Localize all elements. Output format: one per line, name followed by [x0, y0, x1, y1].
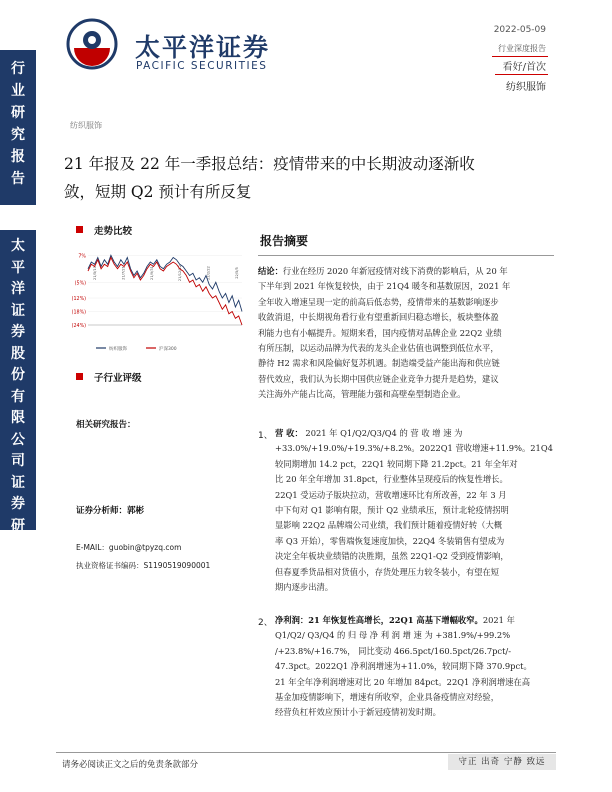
x-tick-label: 22/2/22	[206, 266, 211, 280]
footer-divider	[56, 752, 556, 753]
report-title-line-1: 21 年报及 22 年一季报总结：疫情带来的中长期波动逐渐收	[64, 155, 475, 173]
report-date: 2022-05-09	[493, 25, 546, 35]
report-title-line-2: 敛，短期 Q2 预计有所反复	[64, 183, 252, 201]
revenue-line: 中下旬对 Q1 影响有限，预计 Q2 业绩承压，预计北轮疫情拐明	[275, 505, 509, 516]
conclusion-line: 静待 H2 需求和风险偏好复苏机遇。制造端受益产能出海和供应链	[258, 358, 500, 369]
revenue-line: 2021 年 Q1/Q2/Q3/Q4 的 营 收 增 速 为	[305, 428, 463, 438]
conclusion-line: 有所压制，以运动品牌为代表的龙头企业估值也调整到低位水平，	[258, 343, 499, 354]
x-tick-label: 21/12/12	[178, 264, 183, 282]
revenue-label: 营 收：	[275, 428, 303, 438]
trend-chart	[66, 247, 248, 359]
item-1-number: 1、	[258, 431, 273, 441]
x-tick-label: 21/5/10	[93, 266, 97, 280]
red-square-bullet	[76, 226, 83, 233]
conclusion-line: 替代效应，我们认为长期中国供应链企业竞争力提升是趋势，建议	[258, 373, 499, 384]
net-profit-line: 2021 年	[482, 615, 515, 625]
analyst-cert: 执业资格证书编码：S1190519090001	[76, 561, 211, 570]
y-tick-label: (5%)	[74, 281, 86, 287]
rating-divider	[492, 56, 548, 57]
sidebar-company-label: 太 平 洋 证 券 股 份 有 限 公 司 证 券 研 究 报 告	[0, 230, 36, 530]
net-profit-line: 基金加疫情影响下，增速有所收窄，企业具备疫情应对经验，	[275, 692, 500, 703]
net-profit-line: Q1/Q2/ Q3/Q4 的 归 母 净 利 润 增 速 为 +381.9%/+99.2%	[275, 630, 511, 641]
revenue-line: 率 Q3 开始），零售端恢复速度加快，22Q4 冬装销售有望成为	[275, 535, 505, 546]
revenue-paragraph	[275, 426, 554, 595]
revenue-line: 较同期增加 14.2 pct，22Q1 较同期下降 21.2pct。21 年全年对	[275, 458, 518, 469]
subindustry-title: 子行业评级	[94, 373, 142, 384]
header-industry: 纺织服饰	[506, 82, 546, 93]
y-tick-label: (24%)	[71, 324, 86, 329]
brand-name-en: PACIFIC SECURITIES	[136, 60, 268, 72]
related-reports-label: 相关研究报告：	[76, 420, 136, 430]
x-tick-label: 21/7/21	[121, 266, 126, 280]
revenue-line: 期内逐步出清。	[275, 582, 334, 593]
footer-disclaimer: 请务必阅读正文之后的免责条款部分	[62, 760, 199, 770]
pacific-securities-logo-icon	[66, 18, 118, 70]
net-profit-paragraph	[275, 613, 554, 721]
conclusion-line: 关注海外产能占比高，管理能力强和高壁垒型制造企业。	[258, 389, 466, 400]
revenue-line: 决定全年板块业绩错的决胜期，虽然 22Q1-Q2 受到疫情影响，	[275, 551, 509, 562]
revenue-line: 22Q1 受运动子版块拉动，营收增速环比有所改善，22 年 3 月	[275, 489, 507, 500]
conclusion-line: 利能力也有小幅提升。短期来看，国内疫情对品牌企业 22Q2 业绩	[258, 327, 502, 338]
y-tick-label: (18%)	[71, 310, 86, 316]
legend-label: 纺织服饰	[109, 347, 127, 352]
legend-label: 沪深300	[159, 347, 177, 352]
net-profit-line: /+23.8%/+16.7%， 同比变动 466.5pct/160.5pct/26.7pct/-	[275, 645, 512, 656]
industry-sub-label: 纺织服饰	[70, 121, 102, 130]
net-profit-line: 47.3pct。2022Q1 净利润增速为+11.0%，较同期下降 370.9pct。	[275, 661, 532, 672]
revenue-line: 显影响 22Q2 品牌端公司业绩，我们预计随着疫情好转（大概	[275, 520, 503, 531]
y-tick-label: (12%)	[71, 297, 86, 302]
y-tick-label: 7%	[78, 254, 86, 260]
conclusion-line: 下半年到 2021 年恢复较快，由于 21Q4 暖冬和基数原因，2021 年	[258, 281, 511, 292]
trend-title: 走势比较	[94, 226, 133, 237]
abstract-heading: 报告摘要	[260, 234, 309, 248]
abstract-divider	[258, 255, 554, 256]
x-tick-label: 21/9/31	[149, 266, 154, 280]
conclusion-line: 全年收入增速呈现一定的前高后低态势，疫情带来的基数影响逐步	[258, 296, 499, 307]
conclusion-line: 行业在经历 2020 年新冠疫情对线下消费的影响后，从 20 年	[282, 266, 508, 276]
x-tick-label: 22/5/5	[235, 267, 239, 279]
net-profit-line: 21 年全年净利润增速对比 20 年增加 84pct。22Q1 净利润增速在高	[275, 676, 531, 687]
net-profit-label: 净利润：21 年恢复性高增长，22Q1 高基下增幅收窄。	[275, 615, 483, 625]
revenue-line: 比 20 年全年增加 31.8pct，行业整体呈现疫后的恢复性增长。	[275, 474, 508, 485]
rating: 看好/首次	[502, 62, 546, 73]
revenue-line: 但春夏季货品相对货值小，存货处理压力较冬装小，有望在短	[275, 566, 500, 577]
analyst-label: 证券分析师：郭彬	[76, 506, 145, 516]
conclusion-paragraph	[258, 264, 554, 403]
report-title	[64, 150, 554, 206]
analyst-email: E-MAIL：guobin@tpyzq.com	[76, 543, 182, 552]
net-profit-line: 经营负杠杆效应预计小于新冠疫情初发时期。	[275, 707, 441, 718]
sidebar-industry-research-label: 行 业 研 究 报 告	[0, 50, 36, 205]
industry-divider	[495, 74, 548, 75]
red-square-bullet	[76, 373, 83, 380]
company-motto: 守正 出奇 宁静 致远	[448, 754, 556, 770]
report-type: 行业深度报告	[498, 44, 546, 53]
revenue-line: +33.0%/+19.0%/+19.3%/+8.2%。2022Q1 营收增速+11.9%。21Q4	[275, 443, 553, 454]
brand-name-cn: 太平洋证券	[135, 33, 271, 62]
conclusion-label: 结论：	[258, 266, 283, 276]
item-2-number: 2、	[258, 618, 273, 628]
conclusion-line: 收敛消退，中长期视角看行业有望重新回归稳态增长，板块整体盈	[258, 312, 499, 323]
